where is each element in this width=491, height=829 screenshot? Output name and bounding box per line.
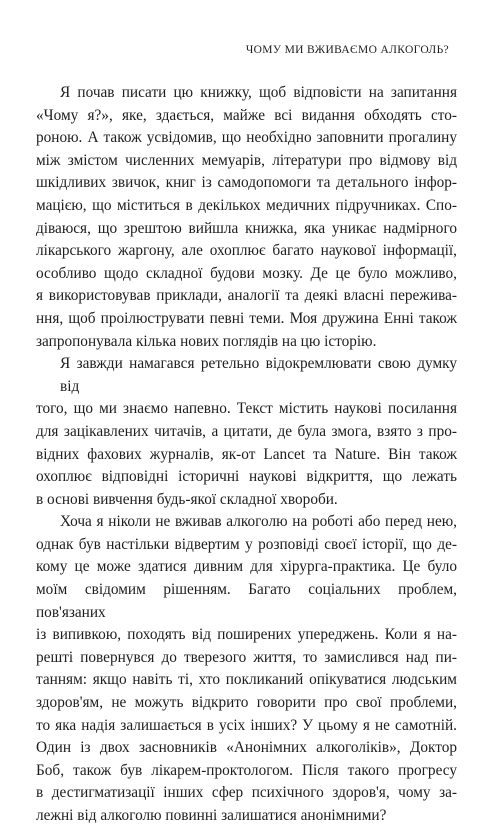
- text-line-content: охоплює відповідні історичні наукові відкриття, що лежать: [36, 468, 457, 486]
- text-line-content: запропонувала кілька нових поглядів на цю історію.: [36, 332, 377, 350]
- text-line-content: моїм свідомим рішенням. Багато соціальних проблем, пов'язаних: [36, 581, 457, 621]
- text-line-content: в дестигматизації інших сфер психічного здоров'я, чому за-: [36, 784, 457, 802]
- text-line: [36, 150, 457, 173]
- text-line: [36, 353, 457, 398]
- text-line: [36, 218, 457, 241]
- text-line-content: в основі вивчення будь-якої складної хвороби.: [36, 490, 338, 508]
- text-line-content: я використовував приклади, аналогії та деякі власні пережива-: [36, 287, 457, 305]
- text-line: [36, 240, 457, 263]
- text-line-content: Один із двох засновників «Анонімних алкоголіків», Доктор: [36, 739, 457, 757]
- text-line: [36, 466, 457, 489]
- text-line: [36, 263, 457, 286]
- text-line: [36, 556, 457, 579]
- text-line: [36, 421, 457, 444]
- text-line: [36, 782, 457, 805]
- text-line-content: танням: якщо навіть ті, хто покликаний опікуватися людським: [36, 671, 457, 689]
- paragraph-3: [36, 511, 457, 827]
- text-line: [36, 760, 457, 783]
- text-line-content: Я завжди намагався ретельно відокремлювати свою думку від: [60, 355, 457, 395]
- text-line-content: то яка надія залишається в усіх інших? У цьому я не самотній.: [36, 716, 457, 734]
- text-line-content: між змістом численних мемуарів, літератури про відмову від: [36, 151, 457, 169]
- text-line: [36, 285, 457, 308]
- text-line: [36, 669, 457, 692]
- text-line: [36, 82, 457, 105]
- text-line: [36, 692, 457, 715]
- text-line-content: лікарського жаргону, але охоплює багато наукової інформації,: [36, 242, 457, 260]
- text-line-content: діваюся, що зрештою вийшла книжка, яка уникає надмірного: [36, 219, 457, 237]
- text-line: [36, 398, 457, 421]
- text-line-content: для зацікавлених читачів, а цитати, де була змога, взято з про-: [36, 422, 457, 440]
- text-line: [36, 511, 457, 534]
- text-line: [36, 647, 457, 670]
- text-line-content: Боб, також був лікарем-проктологом. Після такого прогресу: [36, 761, 457, 779]
- text-line-content: роною. А також усвідомив, що необхідно заповнити прогалину: [36, 129, 457, 147]
- text-line: [36, 534, 457, 557]
- text-line-content: решті повернувся до тверезого життя, то замислився над пи-: [36, 648, 457, 666]
- text-line-content: ння, щоб проілюструвати певні теми. Моя дружина Енні також: [36, 309, 457, 327]
- text-line-content: лежні від алкоголю повинні залишатися анонімними?: [36, 807, 387, 824]
- text-line: [36, 105, 457, 128]
- text-line-content: «Чому я?», яке, здається, майже всі видання обходять сто-: [36, 106, 457, 124]
- text-line-content: із випивкою, походять від поширених упереджень. Коли я на-: [36, 626, 457, 644]
- paragraph-2: [36, 353, 457, 511]
- text-line: [36, 624, 457, 647]
- text-line-content: шкідливих звичок, книг із самодопомоги та детального інфор-: [36, 174, 457, 192]
- running-header: ЧОМУ МИ ВЖИВАЄМО АЛКОГОЛЬ?: [245, 44, 449, 56]
- text-line: [36, 127, 457, 150]
- text-line-content: однак був настільки відвертим у розповіді своєї історії, що де-: [36, 535, 457, 553]
- text-line-content: кому це може здатися дивним для хірурга-практика. Це було: [36, 558, 457, 576]
- text-line: [36, 195, 457, 218]
- text-line: [36, 737, 457, 760]
- text-line-content: здоров'ям, не можуть відкрито говорити про свої проблеми,: [36, 694, 457, 712]
- text-line: [36, 489, 457, 512]
- text-line-content: відних фахових журналів, як-от Lancet та Nature. Він також: [36, 445, 457, 463]
- text-line-content: Хоча я ніколи не вживав алкоголю на роботі або перед нею,: [60, 513, 457, 531]
- text-line: [36, 172, 457, 195]
- paragraph-1: [36, 82, 457, 353]
- text-line: [36, 444, 457, 467]
- text-line: [36, 805, 457, 828]
- body-text: [36, 82, 457, 828]
- text-line-content: того, що ми знаємо напевно. Текст містить наукові посилання: [36, 400, 457, 418]
- text-line-content: мацією, що міститься в декількох медичних підручниках. Спо-: [36, 196, 457, 214]
- text-line: [36, 331, 457, 354]
- text-line: [36, 715, 457, 738]
- text-line-content: Я почав писати цю книжку, щоб відповісти на запитання: [60, 84, 457, 101]
- text-line-content: особливо щодо складної будови мозку. Де це було можливо,: [36, 264, 457, 282]
- text-line: [36, 579, 457, 624]
- text-line: [36, 308, 457, 331]
